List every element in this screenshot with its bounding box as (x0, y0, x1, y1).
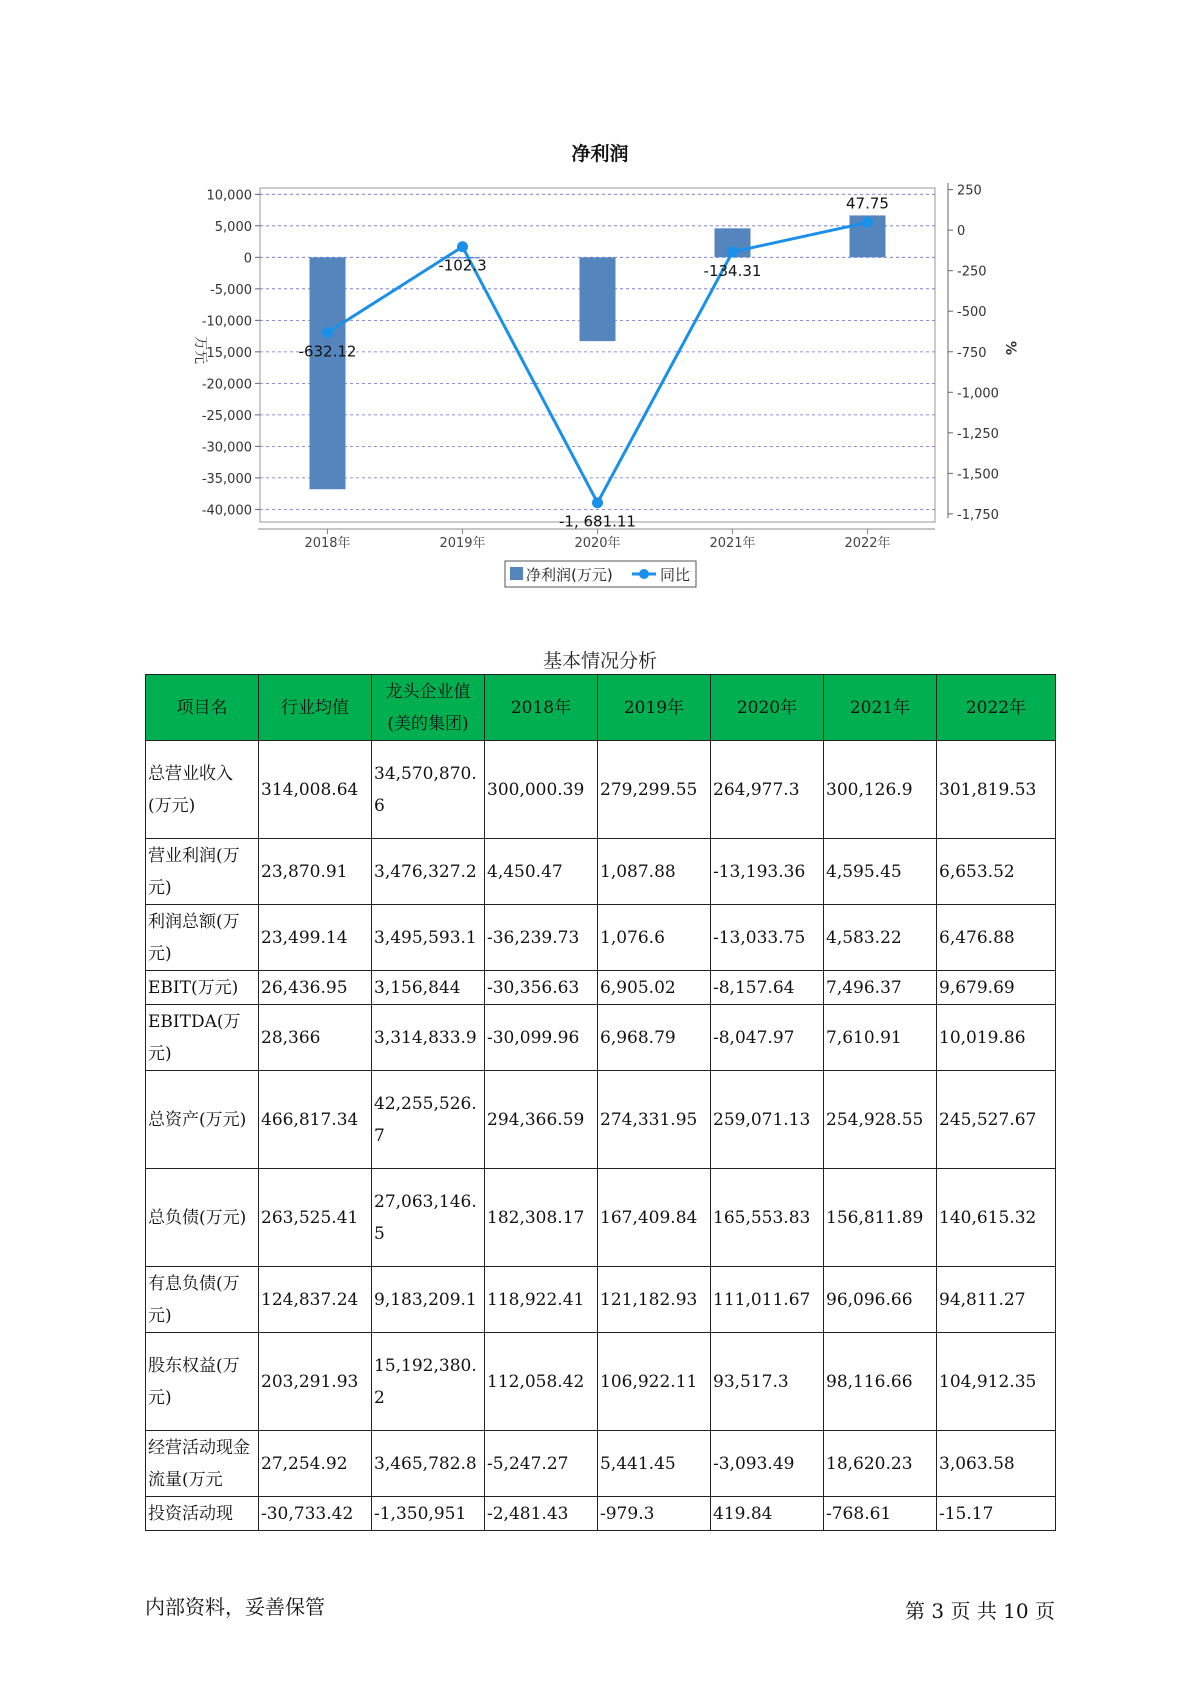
col-header: 2020年 (711, 675, 824, 741)
table-cell: -13,193.36 (711, 839, 824, 905)
y2-tick-label: -750 (957, 345, 987, 361)
table-row (146, 971, 1056, 1005)
table-cell: 9,679.69 (937, 971, 1056, 1005)
legend-bar-swatch (510, 567, 523, 580)
table-cell: 4,595.45 (824, 839, 937, 905)
table-cell: 314,008.64 (259, 741, 372, 839)
table-row (146, 905, 1056, 971)
table-cell: -36,239.73 (485, 905, 598, 971)
y2-axis-label: % (1002, 340, 1018, 356)
row-label-cell: 总营业收入(万元) (146, 741, 259, 839)
table-cell: -30,733.42 (259, 1497, 372, 1531)
yoy-data-label: 47.75 (846, 194, 889, 213)
table-cell: 140,615.32 (937, 1169, 1056, 1267)
table-cell: 3,495,593.1 (372, 905, 485, 971)
table-cell: -2,481.43 (485, 1497, 598, 1531)
table-cell: -979.3 (598, 1497, 711, 1531)
row-label-cell: 总资产(万元) (146, 1071, 259, 1169)
table-cell: 4,450.47 (485, 839, 598, 905)
table-cell: -1,350,951 (372, 1497, 485, 1531)
table-cell: 419.84 (711, 1497, 824, 1531)
table-cell: 3,465,782.8 (372, 1431, 485, 1497)
y-tick-label: -5,000 (210, 282, 252, 298)
row-label-cell: 有息负债(万元) (146, 1267, 259, 1333)
row-label-cell: EBITDA(万元) (146, 1005, 259, 1071)
table-cell: 124,837.24 (259, 1267, 372, 1333)
x-tick-label: 2021年 (709, 536, 756, 551)
table-cell: 111,011.67 (711, 1267, 824, 1333)
footer-page-number: 第 3 页 共 10 页 (905, 1599, 1055, 1623)
table-cell: 23,499.14 (259, 905, 372, 971)
col-header: 龙头企业值(美的集团) (372, 675, 485, 741)
y2-tick-label: -1,000 (957, 386, 999, 402)
table-cell: 27,254.92 (259, 1431, 372, 1497)
y-tick-label: -35,000 (201, 471, 252, 487)
table-cell: 9,183,209.1 (372, 1267, 485, 1333)
net-profit-chart (0, 0, 1191, 620)
table-cell: 156,811.89 (824, 1169, 937, 1267)
table-row (146, 1169, 1056, 1267)
table-cell: -30,356.63 (485, 971, 598, 1005)
yoy-data-label: -1, 681.11 (559, 512, 636, 531)
y2-tick-label: 250 (957, 183, 982, 199)
table-cell: 106,922.11 (598, 1333, 711, 1431)
yoy-point (322, 327, 333, 338)
row-label-cell: EBIT(万元) (146, 971, 259, 1005)
table-cell: -8,047.97 (711, 1005, 824, 1071)
y-axis-label: 万元 (192, 336, 208, 364)
table-row (146, 741, 1056, 839)
table-cell: 18,620.23 (824, 1431, 937, 1497)
table-cell: 300,000.39 (485, 741, 598, 839)
chart-title: 净利润 (571, 143, 629, 165)
col-header: 行业均值 (259, 675, 372, 741)
table-cell: 4,583.22 (824, 905, 937, 971)
y-tick-label: -30,000 (201, 440, 252, 456)
row-label-cell: 总负债(万元) (146, 1169, 259, 1267)
table-cell: -5,247.27 (485, 1431, 598, 1497)
y-tick-label: -20,000 (201, 377, 252, 393)
bar (580, 257, 616, 341)
table-cell: -15.17 (937, 1497, 1056, 1531)
y2-tick-label: -1,750 (957, 507, 999, 523)
y2-tick-label: -1,250 (957, 426, 999, 442)
row-label-cell: 股东权益(万元) (146, 1333, 259, 1431)
x-tick-label: 2022年 (844, 536, 891, 551)
table-cell: 1,076.6 (598, 905, 711, 971)
yoy-point (727, 246, 738, 257)
bar (310, 257, 346, 489)
table-cell: 23,870.91 (259, 839, 372, 905)
table-cell: 28,366 (259, 1005, 372, 1071)
basic-analysis-table (145, 674, 1056, 1531)
table-row (146, 839, 1056, 905)
table-cell: 112,058.42 (485, 1333, 598, 1431)
y-tick-label: -10,000 (201, 314, 252, 330)
row-label-cell: 利润总额(万元) (146, 905, 259, 971)
table-cell: 26,436.95 (259, 971, 372, 1005)
table-row (146, 1071, 1056, 1169)
col-header: 2019年 (598, 675, 711, 741)
table-cell: 279,299.55 (598, 741, 711, 839)
y2-tick-label: -250 (957, 264, 987, 280)
y2-tick-label: 0 (957, 224, 966, 240)
table-cell: 118,922.41 (485, 1267, 598, 1333)
x-tick-label: 2018年 (304, 536, 351, 551)
table-row (146, 1333, 1056, 1431)
table-cell: 6,653.52 (937, 839, 1056, 905)
table-cell: 6,968.79 (598, 1005, 711, 1071)
table-cell: -768.61 (824, 1497, 937, 1531)
table-cell: 3,063.58 (937, 1431, 1056, 1497)
y-tick-label: -25,000 (201, 408, 252, 424)
table-cell: 7,610.91 (824, 1005, 937, 1071)
table-row (146, 1497, 1056, 1531)
y-tick-label: -15,000 (201, 345, 252, 361)
col-header: 2022年 (937, 675, 1056, 741)
table-cell: 15,192,380.2 (372, 1333, 485, 1431)
table-cell: 94,811.27 (937, 1267, 1056, 1333)
yoy-data-label: -134.31 (703, 261, 762, 280)
table-caption: 基本情况分析 (542, 650, 657, 672)
table-cell: 3,314,833.9 (372, 1005, 485, 1071)
legend-line-label: 同比 (660, 566, 691, 584)
y2-tick-label: -500 (957, 305, 987, 321)
legend-bar-label: 净利润(万元) (526, 566, 613, 584)
row-label-cell: 营业利润(万元) (146, 839, 259, 905)
table-cell: 264,977.3 (711, 741, 824, 839)
table-cell: 301,819.53 (937, 741, 1056, 839)
table-cell: 3,156,844 (372, 971, 485, 1005)
x-tick-label: 2019年 (439, 536, 486, 551)
table-cell: 203,291.93 (259, 1333, 372, 1431)
col-header: 2021年 (824, 675, 937, 741)
table-cell: 167,409.84 (598, 1169, 711, 1267)
chart-legend (505, 561, 696, 587)
table-cell: 254,928.55 (824, 1071, 937, 1169)
row-label-cell: 投资活动现 (146, 1497, 259, 1531)
yoy-point (862, 217, 873, 228)
col-header: 2018年 (485, 675, 598, 741)
table-cell: 98,116.66 (824, 1333, 937, 1431)
table-cell: 259,071.13 (711, 1071, 824, 1169)
table-cell: 165,553.83 (711, 1169, 824, 1267)
table-cell: 6,476.88 (937, 905, 1056, 971)
table-cell: 294,366.59 (485, 1071, 598, 1169)
table-cell: -8,157.64 (711, 971, 824, 1005)
table-cell: 263,525.41 (259, 1169, 372, 1267)
table-cell: 6,905.02 (598, 971, 711, 1005)
y2-tick-label: -1,500 (957, 467, 999, 483)
table-cell: 5,441.45 (598, 1431, 711, 1497)
table-cell: -13,033.75 (711, 905, 824, 971)
table-cell: 3,476,327.2 (372, 839, 485, 905)
table-cell: 1,087.88 (598, 839, 711, 905)
table-cell: -3,093.49 (711, 1431, 824, 1497)
table-cell: 466,817.34 (259, 1071, 372, 1169)
table-cell: 34,570,870.6 (372, 741, 485, 839)
y-tick-label: 5,000 (214, 219, 252, 235)
table-header-row (146, 675, 1056, 741)
y-tick-label: 0 (243, 251, 252, 267)
y-tick-label: -40,000 (201, 503, 252, 519)
plot-area (260, 188, 935, 522)
y-tick-label: 10,000 (206, 188, 252, 204)
table-cell: 10,019.86 (937, 1005, 1056, 1071)
yoy-point (457, 241, 468, 252)
yoy-point (592, 497, 603, 508)
legend-line-marker (639, 569, 649, 579)
table-row (146, 1005, 1056, 1071)
x-tick-label: 2020年 (574, 536, 621, 551)
col-header: 项目名 (146, 675, 259, 741)
table-cell: 7,496.37 (824, 971, 937, 1005)
footer-confidential: 内部资料，妥善保管 (145, 1595, 325, 1619)
table-cell: 27,063,146.5 (372, 1169, 485, 1267)
table-cell: 104,912.35 (937, 1333, 1056, 1431)
table-cell: -30,099.96 (485, 1005, 598, 1071)
table-cell: 121,182.93 (598, 1267, 711, 1333)
table-cell: 182,308.17 (485, 1169, 598, 1267)
table-cell: 93,517.3 (711, 1333, 824, 1431)
yoy-data-label: -102.3 (438, 256, 487, 275)
table-cell: 42,255,526.7 (372, 1071, 485, 1169)
table-row (146, 1267, 1056, 1333)
table-cell: 300,126.9 (824, 741, 937, 839)
table-cell: 245,527.67 (937, 1071, 1056, 1169)
table-cell: 274,331.95 (598, 1071, 711, 1169)
yoy-data-label: -632.12 (298, 342, 357, 361)
row-label-cell: 经营活动现金流量(万元 (146, 1431, 259, 1497)
table-row (146, 1431, 1056, 1497)
table-cell: 96,096.66 (824, 1267, 937, 1333)
